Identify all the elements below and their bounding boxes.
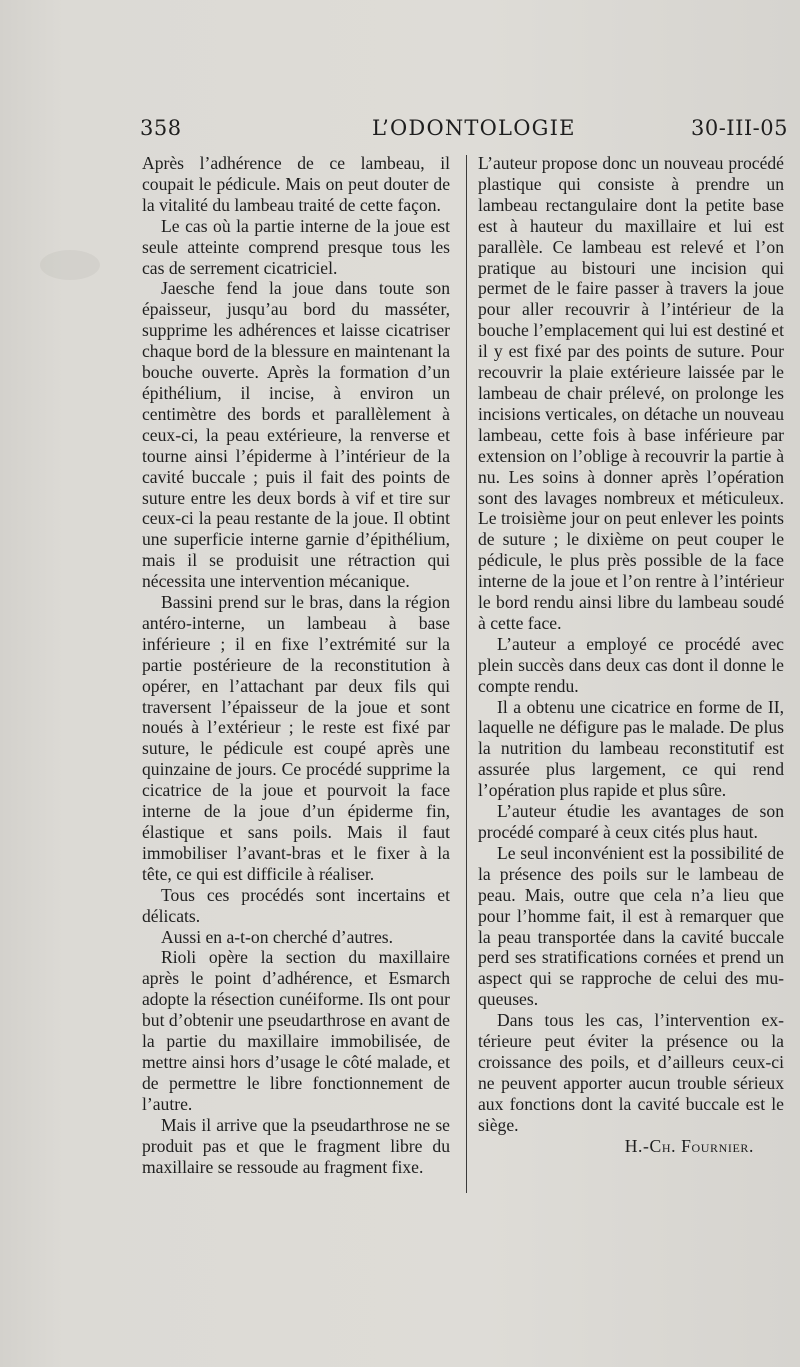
right-column [478,153,784,1157]
left-column [142,153,450,1177]
paragraph: Le seul inconvénient est la possibilité de la présence des poils sur le lambeau de peau. Mais, outre que cela n’a lieu que pour l’homme fait, il est à remarquer que la peau transportée dans la cavité buccale perd ses stratifications cornées et prend un aspect qui se rapproche de celui des muqueuses. [478,842,784,1010]
running-header [140,116,788,146]
issue-date: 30-III-05 [690,116,788,140]
paragraph: L’auteur a employé ce procédé avec plein succès dans deux cas dont il donne le compte rendu. [478,633,784,696]
paragraph: Aussi en a-t-on cherché d’autres. [161,926,394,947]
paper-blemish [40,250,100,280]
paragraph: Rioli opère la section du maxillaire après le point d’adhérence, et Esmarch adopte la résection cunéiforme. Ils ont pour but d’obtenir une pseudarthrose en avant de la partie du maxillaire immobilisée, de mettre ainsi hors d’usage le côté malade, et de permettre le libre fonctionnement de l’autre. [142,947,450,1114]
paragraph: L’auteur étudie les avantages de son procédé comparé à ceux cités plus haut. [478,801,784,842]
paragraph: Jaesche fend la joue dans toute son épaisseur, jusqu’au bord du masséter, supprime les adhérences et laisse cicatriser chaque bord de la blessure en maintenant la bouche ouverte. Après la formation d’un épithélium, il incise, à environ un centimètre des bords et parallèlement à ceux-ci, la peau extérieure, la renverse et tourne ainsi l’épiderme à l’intérieur de la cavité buccale ; puis il fait des points de suture entre les deux bords à vif et tire sur ceux-ci la peau restante de la joue. Il obtint une superficie interne garnie d’épithélium, mais il se produisit une rétraction qui nécessita une intervention mécanique. [142,278,450,592]
paragraph: Après l’adhérence de ce lambeau, il coupait le pédicule. Mais on peut douter de la vitalité du lambeau traité de cette façon. [142,153,450,215]
paragraph: Bassini prend sur le bras, dans la région antéro-interne, un lambeau à base inférieure ; il en fixe l’extrémité sur la partie postérieure de la reconstitution à opérer, en l’attachant par deux fils qui traversent l’épaisseur de la joue et sont noués à l’extérieur ; le reste est fixé par suture, le pédicule est coupé après une quinzaine de jours. Ce procédé supprime la cicatrice de la joue et pourvoit la face interne de la joue d’un épiderme fin, élastique et sans poils. Mais il faut immobiliser l’avant-bras et le fixer à la tête, ce qui est difficile à réaliser. [142,592,450,884]
paragraph: L’auteur propose donc un nouveau procédé plastique qui consiste à prendre un lambeau rectangulaire dont la petite base est à hauteur du maxillaire et lui est parallèle. Ce lambeau est relevé et l’on pratique au bistouri une incision qui permet de le faire passer à travers la joue pour aller recouvrir à l’intérieur de la bouche l’emplacement qui lui est destiné et il y est fixé par des points de suture. Pour recouvrir la plaie extérieure laissée par le lambeau de chair prélevé, on prolonge les incisions verticales, on détache un nouveau lambeau, cette fois à base inférieure par extension on l’oblige à recouvrir la partie à nu. Les soins à donner après l’opération sont des lavages nombreux et méticuleux. Le troisième jour on peut enlever les points de suture ; le dixième on peut couper le pédicule, le plus près possible de la face interne de la joue et l’on rentre à l’intérieur le bord rendu ainsi libre du lambeau soudé à cette face. [478,153,784,633]
paragraph: Il a obtenu une cicatrice en forme de II, laquelle ne défigure pas le malade. De plus la nutrition du lambeau reconstitutif est assurée plus largement, ce qui rend l’opération plus rapide et plus sûre. [478,696,784,801]
page-number: 358 [140,116,182,140]
column-divider [466,155,467,1193]
paragraph: Dans tous les cas, l’intervention extérieure peut éviter la présence ou la croissance des poils, et d’ailleurs ceux-ci ne peuvent apporter aucun trouble sérieux aux fonctions dont la cavité buccale est le siège. [478,1010,784,1135]
paragraph: Le cas où la partie interne de la joue est seule atteinte comprend presque tous les cas de serrement cicatriciel. [142,215,450,278]
journal-title: L’ODONTOLOGIE [372,116,576,140]
author-signature: H.-Ch. Fournier. [624,1135,754,1156]
paragraph: Mais il arrive que la pseudarthrose ne se produit pas et que le fragment libre du maxillaire se ressoude au fragment fixe. [142,1114,450,1177]
paragraph: Tous ces procédés sont incertains et délicats. [142,884,450,926]
